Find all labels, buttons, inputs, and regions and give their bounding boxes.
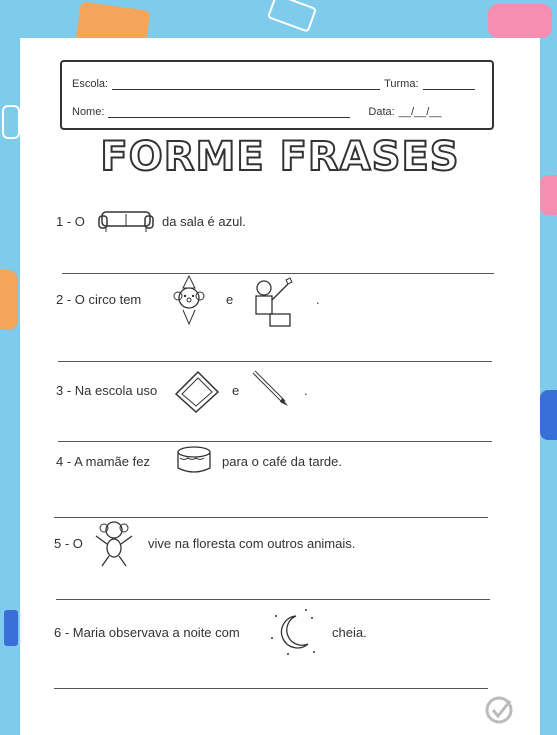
- clown-icon: [172, 274, 206, 326]
- sentence-2: [56, 292, 141, 307]
- class-label: Turma:: [384, 78, 419, 90]
- worksheet-page: [20, 38, 540, 735]
- answer-line-5[interactable]: [56, 599, 490, 600]
- sentence-number: 3 -: [56, 383, 72, 398]
- sentence-4: [56, 454, 150, 469]
- pencil-icon: [250, 368, 292, 410]
- school-blank[interactable]: [112, 79, 380, 90]
- sentence-1-end: da sala é azul.: [162, 214, 246, 229]
- cake-icon: [174, 444, 214, 476]
- sentence-text: Na escola uso: [74, 383, 158, 398]
- checkmark-logo-icon: [484, 695, 514, 725]
- sentence-number: 2 -: [56, 292, 72, 307]
- orange-decoration: [0, 270, 18, 330]
- moon-icon: [268, 608, 318, 658]
- sentence-4-end: para o café da tarde.: [222, 454, 342, 469]
- answer-line-3[interactable]: [58, 441, 492, 442]
- student-info-box: [60, 60, 494, 130]
- pink-decoration: [540, 175, 557, 215]
- sentence-6: [54, 625, 240, 640]
- answer-line-1[interactable]: [62, 273, 494, 274]
- sentence-text: O: [72, 536, 83, 551]
- sentence-3-end: .: [304, 383, 308, 398]
- notebook-icon: [174, 370, 220, 414]
- magician-icon: [246, 276, 298, 330]
- school-row: [72, 78, 479, 90]
- sentence-number: 5 -: [54, 536, 70, 551]
- sentence-text: O: [74, 214, 85, 229]
- sentence-number: 1 -: [56, 214, 72, 229]
- pencil-decoration: [4, 610, 18, 646]
- sentence-text: Maria observava a noite com: [72, 625, 240, 640]
- answer-line-6[interactable]: [54, 688, 488, 689]
- date-blank[interactable]: __/__/__: [398, 106, 442, 118]
- sentence-5-end: vive na floresta com outros animais.: [148, 536, 356, 551]
- sentence-2-and: e: [226, 292, 234, 307]
- sentence-text: O circo tem: [74, 292, 142, 307]
- blue-decoration: [540, 390, 557, 440]
- answer-line-2[interactable]: [58, 361, 492, 362]
- sentence-6-end: cheia.: [332, 625, 367, 640]
- monkey-icon: [92, 518, 136, 568]
- sentence-3: [56, 383, 157, 398]
- sentence-1: [56, 214, 85, 229]
- sentence-2-end: .: [316, 292, 320, 307]
- sentence-number: 4 -: [56, 454, 72, 469]
- sentence-5: [54, 536, 83, 551]
- sentence-number: 6 -: [54, 625, 70, 640]
- sentence-3-and: e: [232, 383, 240, 398]
- name-row: [72, 106, 442, 118]
- page-title: FORME FRASES: [100, 134, 460, 180]
- name-label: Nome:: [72, 106, 105, 118]
- name-blank[interactable]: [108, 107, 350, 118]
- clip-decoration: [2, 105, 20, 139]
- sofa-icon: [98, 206, 154, 234]
- eraser-decoration: [488, 4, 552, 38]
- class-blank[interactable]: [423, 79, 475, 90]
- date-label: Data:: [368, 106, 395, 118]
- school-label: Escola:: [72, 78, 109, 90]
- sentence-text: A mamãe fez: [74, 454, 150, 469]
- sticker-decoration: [267, 0, 317, 33]
